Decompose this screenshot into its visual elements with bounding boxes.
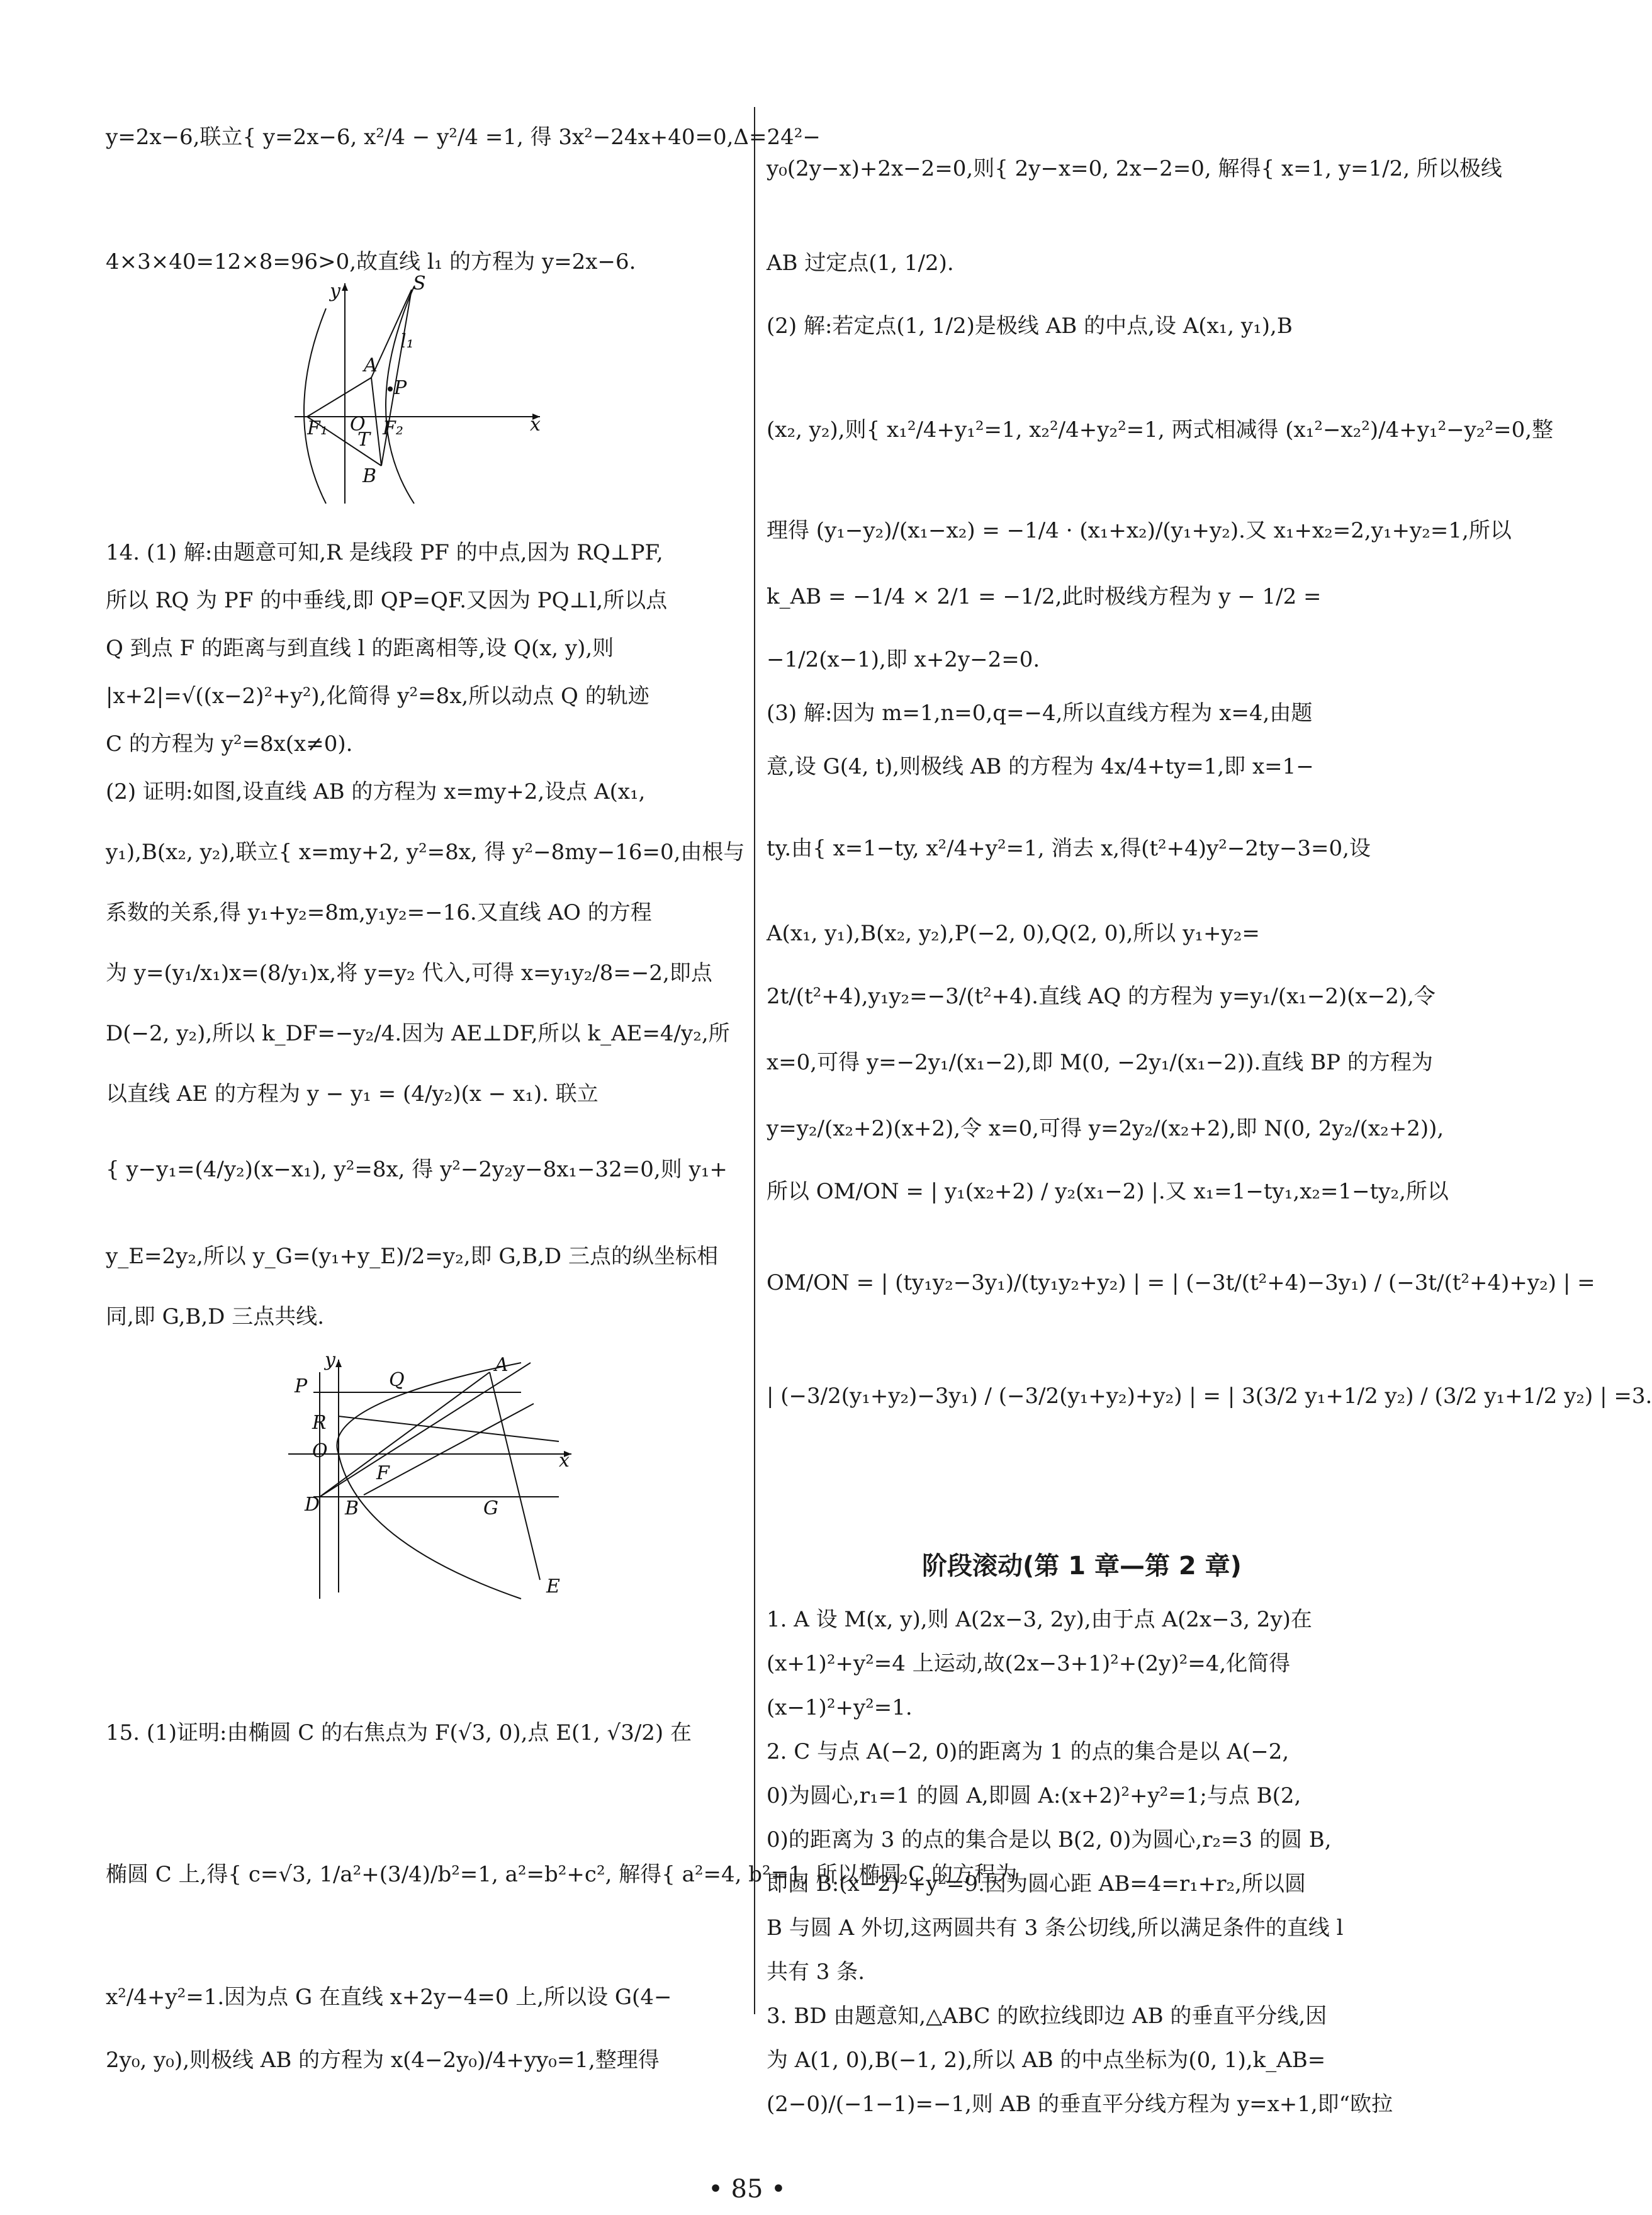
text-line: |x+2|=√((x−2)²+y²),化简得 y²=8x,所以动点 Q 的轨迹 xyxy=(106,684,649,709)
text-line: 14. (1) 解:由题意可知,R 是线段 PF 的中点,因为 RQ⊥PF, xyxy=(106,540,663,565)
text-line: 3. BD 由题意知,△ABC 的欧拉线即边 AB 的垂直平分线,因 xyxy=(767,2004,1327,2029)
fig2-label-a: A xyxy=(495,1354,509,1376)
text-line: 以直线 AE 的方程为 y − y₁ = (4/y₂)(x − x₁). 联立 xyxy=(106,1081,598,1107)
fig1-label-x: x xyxy=(530,414,541,436)
text-line: 意,设 G(4, t),则极线 AB 的方程为 4x/4+ty=1,即 x=1− xyxy=(767,754,1314,779)
text-line: 为 A(1, 0),B(−1, 2),所以 AB 的中点坐标为(0, 1),k_AB= xyxy=(767,2048,1326,2073)
fig1-label-y: y xyxy=(330,280,340,302)
fig1-label-a: A xyxy=(364,354,378,376)
fig1-label-f2: F₂ xyxy=(383,417,403,439)
text-line: 0)的距离为 3 的点的集合是以 B(2, 0)为圆心,r₂=3 的圆 B, xyxy=(767,1827,1332,1852)
text-line: 共有 3 条. xyxy=(767,1959,865,1985)
fig2-label-o: O xyxy=(312,1440,328,1462)
text-line: 4×3×40=12×8=96>0,故直线 l₁ 的方程为 y=2x−6. xyxy=(106,249,636,274)
fig2-label-p: P xyxy=(295,1375,308,1397)
text-line: y_E=2y₂,所以 y_G=(y₁+y_E)/2=y₂,即 G,B,D 三点的纵坐标相 xyxy=(106,1244,718,1269)
text-line: x²/4+y²=1.因为点 G 在直线 x+2y−4=0 上,所以设 G(4− xyxy=(106,1985,672,2010)
fig2-label-y: y xyxy=(325,1349,335,1371)
text-line: 15. (1)证明:由椭圆 C 的右焦点为 F(√3, 0),点 E(1, √3/2) 在 xyxy=(106,1720,692,1745)
fig1-label-b: B xyxy=(362,465,377,487)
text-line: y₁),B(x₂, y₂),联立{ x=my+2, y²=8x, 得 y²−8my−16=0,由根与 xyxy=(106,840,745,865)
fig1-label-p: P xyxy=(394,377,407,399)
text-line: 即圆 B:(x−2)²+y²=9.因为圆心距 AB=4=r₁+r₂,所以圆 xyxy=(767,1871,1306,1897)
text-line: k_AB = −1/4 × 2/1 = −1/2,此时极线方程为 y − 1/2 = xyxy=(767,584,1322,609)
line-d-a xyxy=(320,1363,531,1497)
text-line: 2. C 与点 A(−2, 0)的距离为 1 的点的集合是以 A(−2, xyxy=(767,1739,1290,1764)
column-divider xyxy=(754,107,755,2014)
point-p xyxy=(388,386,393,392)
text-line: y₀(2y−x)+2x−2=0,则{ 2y−x=0, 2x−2=0, 解得{ x=1, y=1/2, 所以极线 xyxy=(767,156,1502,181)
text-line: 系数的关系,得 y₁+y₂=8m,y₁y₂=−16.又直线 AO 的方程 xyxy=(106,900,652,925)
fig2-label-x: x xyxy=(559,1450,570,1472)
parabola xyxy=(337,1363,521,1599)
fig2-label-e: E xyxy=(546,1575,560,1598)
text-line: C 的方程为 y²=8x(x≠0). xyxy=(106,731,353,757)
fig1-label-s: S xyxy=(413,273,426,295)
text-line: { y−y₁=(4/y₂)(x−x₁), y²=8x, 得 y²−2y₂y−8x₁−32=0,则 y₁+ xyxy=(106,1157,728,1182)
fig1-label-f1: F₁ xyxy=(307,417,328,439)
text-line: A(x₁, y₁),B(x₂, y₂),P(−2, 0),Q(2, 0),所以 y₁+y₂= xyxy=(767,921,1260,946)
text-line: AB 过定点(1, 1/2). xyxy=(767,251,954,276)
text-line: (x₂, y₂),则{ x₁²/4+y₁²=1, x₂²/4+y₂²=1, 两式相减得 (x₁²−x₂²)/4+y₁²−y₂²=0,整 xyxy=(767,417,1554,442)
text-line: D(−2, y₂),所以 k_DF=−y₂/4.因为 AE⊥DF,所以 k_AE=4/y₂,所 xyxy=(106,1021,730,1046)
segment-f1-a xyxy=(307,378,371,417)
text-line: 2y₀, y₀),则极线 AB 的方程为 x(4−2y₀)/4+yy₀=1,整理得 xyxy=(106,2048,660,2073)
y-axis-arrow-icon xyxy=(342,283,348,291)
text-line: y=2x−6,联立{ y=2x−6, x²/4 − y²/4 =1, 得 3x²−24x+40=0,Δ=24²− xyxy=(106,125,821,150)
fig2-label-b: B xyxy=(345,1497,359,1519)
text-line: 椭圆 C 上,得{ c=√3, 1/a²+(3/4)/b²=1, a²=b²+c², 解得{ a²=4, b²=1, 所以椭圆 C 的方程为 xyxy=(106,1862,1018,1887)
text-line: y=y₂/(x₂+2)(x+2),令 x=0,可得 y=2y₂/(x₂+2),即 N(0, 2y₂/(x₂+2)), xyxy=(767,1116,1444,1141)
text-line: 所以 RQ 为 PF 的中垂线,即 QP=QF.又因为 PQ⊥l,所以点 xyxy=(106,588,668,613)
text-line: (2) 证明:如图,设直线 AB 的方程为 x=my+2,设点 A(x₁, xyxy=(106,779,646,804)
text-line: 同,即 G,B,D 三点共线. xyxy=(106,1304,325,1329)
fig2-label-f: F xyxy=(376,1462,390,1484)
text-line: (x+1)²+y²=4 上运动,故(2x−3+1)²+(2y)²=4,化简得 xyxy=(767,1651,1291,1676)
text-line: (3) 解:因为 m=1,n=0,q=−4,所以直线方程为 x=4,由题 xyxy=(767,701,1313,726)
line-ae xyxy=(490,1372,540,1580)
fig2-label-d: D xyxy=(305,1494,320,1516)
text-line: (x−1)²+y²=1. xyxy=(767,1695,913,1720)
fig1-label-t: T xyxy=(357,429,371,451)
fig1-label-l1: l₁ xyxy=(400,330,414,352)
section-heading: 阶段滚动(第 1 章—第 2 章) xyxy=(922,1552,1242,1581)
text-line: B 与圆 A 外切,这两圆共有 3 条公切线,所以满足条件的直线 l xyxy=(767,1915,1344,1941)
text-line: 所以 OM/ON = | y₁(x₂+2) / y₂(x₁−2) |.又 x₁=1−ty₁,x₂=1−ty₂,所以 xyxy=(767,1179,1449,1204)
y-axis-arrow-icon xyxy=(335,1360,342,1367)
text-line: 2t/(t²+4),y₁y₂=−3/(t²+4).直线 AQ 的方程为 y=y₁/(x₁−2)(x−2),令 xyxy=(767,984,1436,1009)
text-line: Q 到点 F 的距离与到直线 l 的距离相等,设 Q(x, y),则 xyxy=(106,636,614,661)
line-rf xyxy=(339,1416,559,1441)
fig2-label-g: G xyxy=(483,1497,498,1519)
fig2-label-r: R xyxy=(312,1412,327,1434)
text-line: 0)为圆心,r₁=1 的圆 A,即圆 A:(x+2)²+y²=1;与点 B(2, xyxy=(767,1783,1301,1808)
fig2-label-q: Q xyxy=(389,1369,405,1391)
text-line: x=0,可得 y=−2y₁/(x₁−2),即 M(0, −2y₁/(x₁−2)).直线 BP 的方程为 xyxy=(767,1050,1433,1075)
line-db xyxy=(320,1372,490,1497)
text-line: (2−0)/(−1−1)=−1,则 AB 的垂直平分线方程为 y=x+1,即“欧拉 xyxy=(767,2092,1393,2117)
text-line: | (−3/2(y₁+y₂)−3y₁) / (−3/2(y₁+y₂)+y₂) | = | 3(3/2 y₁+1/2 y₂) / (3/2 y₁+1/2 y₂) | =3. xyxy=(767,1384,1652,1409)
parabola-figure xyxy=(282,1349,578,1605)
text-line: 为 y=(y₁/x₁)x=(8/y₁)x,将 y=y₂ 代入,可得 x=y₁y₂/8=−2,即点 xyxy=(106,961,712,986)
text-line: OM/ON = | (ty₁y₂−3y₁)/(ty₁y₂+y₂) | = | (−3t/(t²+4)−3y₁) / (−3t/(t²+4)+y₂) | = xyxy=(767,1270,1595,1295)
text-line: −1/2(x−1),即 x+2y−2=0. xyxy=(767,647,1040,672)
fig1-label-o: O xyxy=(350,414,366,436)
page-number: • 85 • xyxy=(708,2175,786,2204)
text-line: ty.由{ x=1−ty, x²/4+y²=1, 消去 x,得(t²+4)y²−2ty−3=0,设 xyxy=(767,836,1371,861)
text-line: (2) 解:若定点(1, 1/2)是极线 AB 的中点,设 A(x₁, y₁),B xyxy=(767,313,1293,339)
text-line: 理得 (y₁−y₂)/(x₁−x₂) = −1/4 · (x₁+x₂)/(y₁+y₂).又 x₁+x₂=2,y₁+y₂=1,所以 xyxy=(767,518,1512,543)
segment-a-b xyxy=(371,378,381,466)
hyperbola-left-branch xyxy=(304,308,326,504)
text-line: 1. A 设 M(x, y),则 A(2x−3, 2y),由于点 A(2x−3, 2y)在 xyxy=(767,1607,1312,1632)
hyperbola-figure xyxy=(288,273,546,510)
